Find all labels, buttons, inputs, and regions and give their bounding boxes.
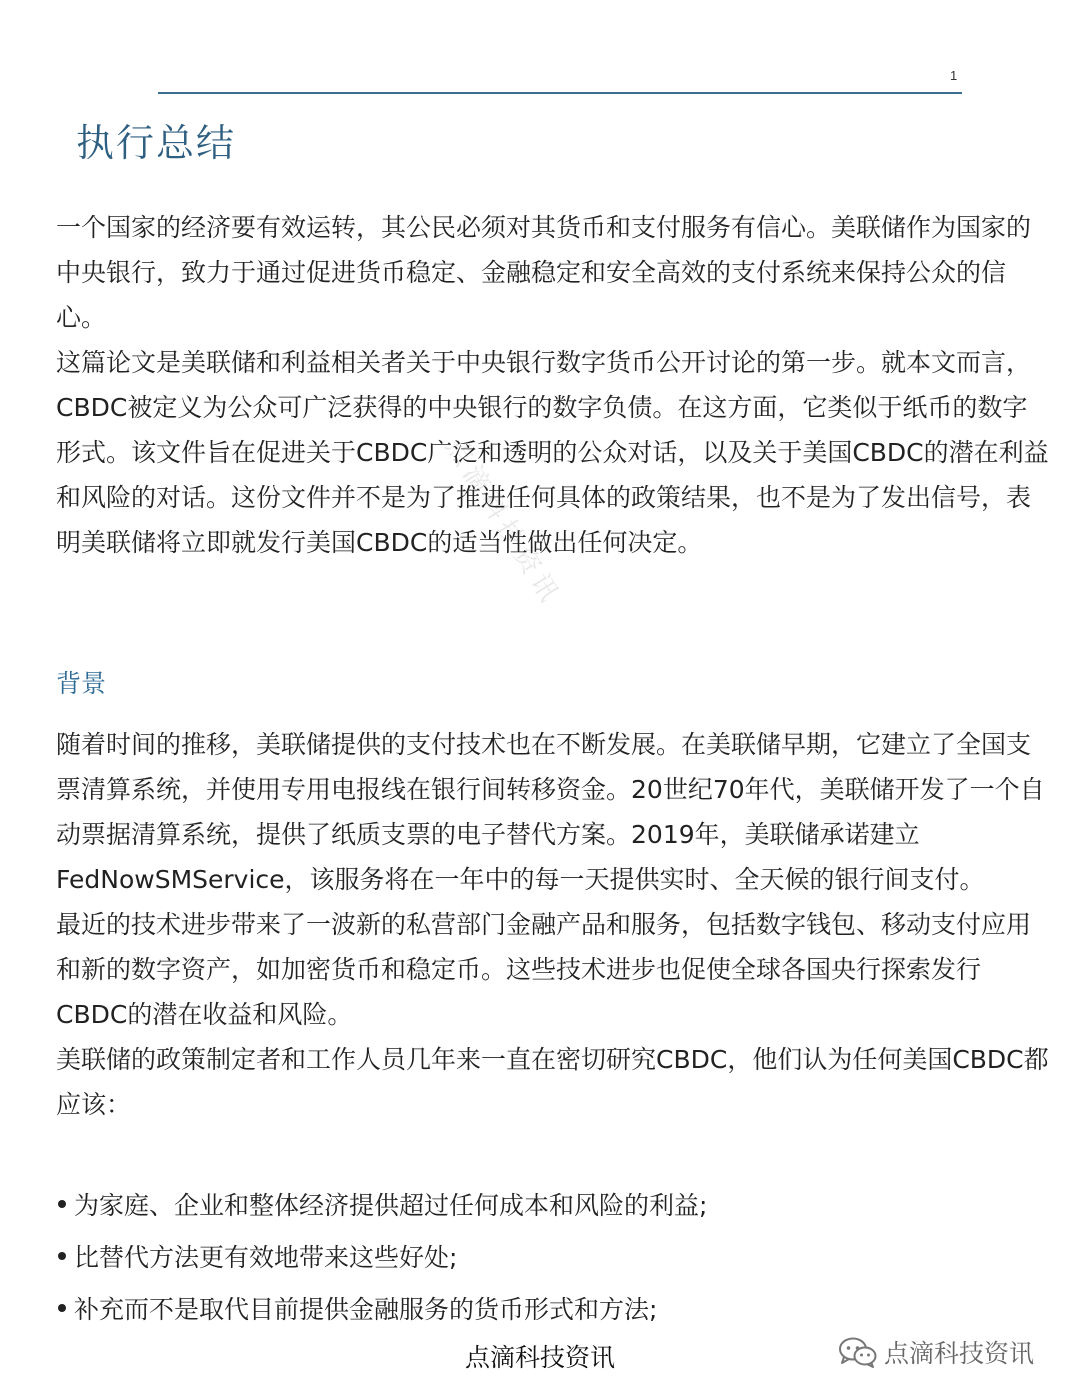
background-paragraph-2: 最近的技术进步带来了一波新的私营部门金融产品和服务，包括数字钱包、移动支付应用和新的数字资产，如加密货币和稳定币。这些技术进步也促使全球各国央行探索发行CBDC的潜在收益和风险。 bbox=[56, 910, 1032, 1029]
list-item-text: 比替代方法更有效地带来这些好处; bbox=[74, 1243, 458, 1272]
intro-paragraph-2: 这篇论文是美联储和利益相关者关于中央银行数字货币公开讨论的第一步。就本文而言，CBDC被定义为公众可广泛获得的中央银行的数字负债。在这方面，它类似于纸币的数字形式。该文件旨在促进关于CBDC广泛和透明的公众对话，以及关于美国CBDC的潜在利益和风险的对话。这份文件并不是为了推进任何具体的政策结果，也不是为了发出信号，表明美联储将立即就发行美国CBDC的适当性做出任何决定。 bbox=[56, 348, 1049, 557]
bullet-list bbox=[56, 1180, 1052, 1336]
diagonal-watermark: 点滴科技资讯 bbox=[439, 433, 567, 612]
bullet-icon bbox=[58, 1200, 66, 1208]
list-item bbox=[56, 1180, 1052, 1232]
intro-section bbox=[56, 205, 1052, 565]
page-number: 1 bbox=[950, 68, 958, 83]
bullet-icon bbox=[58, 1304, 66, 1312]
bullet-icon bbox=[58, 1252, 66, 1260]
page-title: 执行总结 bbox=[76, 121, 237, 165]
header-rule bbox=[158, 92, 962, 94]
list-item-text: 补充而不是取代目前提供金融服务的货币形式和方法; bbox=[74, 1295, 658, 1324]
background-section bbox=[56, 722, 1052, 1127]
intro-paragraph-1: 一个国家的经济要有效运转，其公民必须对其货币和支付服务有信心。美联储作为国家的中央银行，致力于通过促进货币稳定、金融稳定和安全高效的支付系统来保持公众的信心。 bbox=[56, 213, 1032, 332]
list-item-text: 为家庭、企业和整体经济提供超过任何成本和风险的利益; bbox=[74, 1191, 708, 1220]
list-item bbox=[56, 1284, 1052, 1336]
footer-caption: 点滴科技资讯 bbox=[464, 1343, 615, 1372]
list-item bbox=[56, 1232, 1052, 1284]
background-paragraph-1: 随着时间的推移，美联储提供的支付技术也在不断发展。在美联储早期，它建立了全国支票清算系统，并使用专用电报线在银行间转移资金。20世纪70年代，美联储开发了一个自动票据清算系统，提供了纸质支票的电子替代方案。2019年，美联储承诺建立FedNowSMService，该服务将在一年中的每一天提供实时、全天候的银行间支付。 bbox=[56, 730, 1045, 894]
section-heading-background: 背景 bbox=[56, 669, 107, 698]
watermark-label: 点滴科技资讯 bbox=[884, 1339, 1035, 1368]
wechat-icon bbox=[838, 1336, 878, 1368]
source-watermark bbox=[838, 1334, 1034, 1370]
background-paragraph-3: 美联储的政策制定者和工作人员几年来一直在密切研究CBDC，他们认为任何美国CBDC都应该： bbox=[56, 1045, 1049, 1119]
